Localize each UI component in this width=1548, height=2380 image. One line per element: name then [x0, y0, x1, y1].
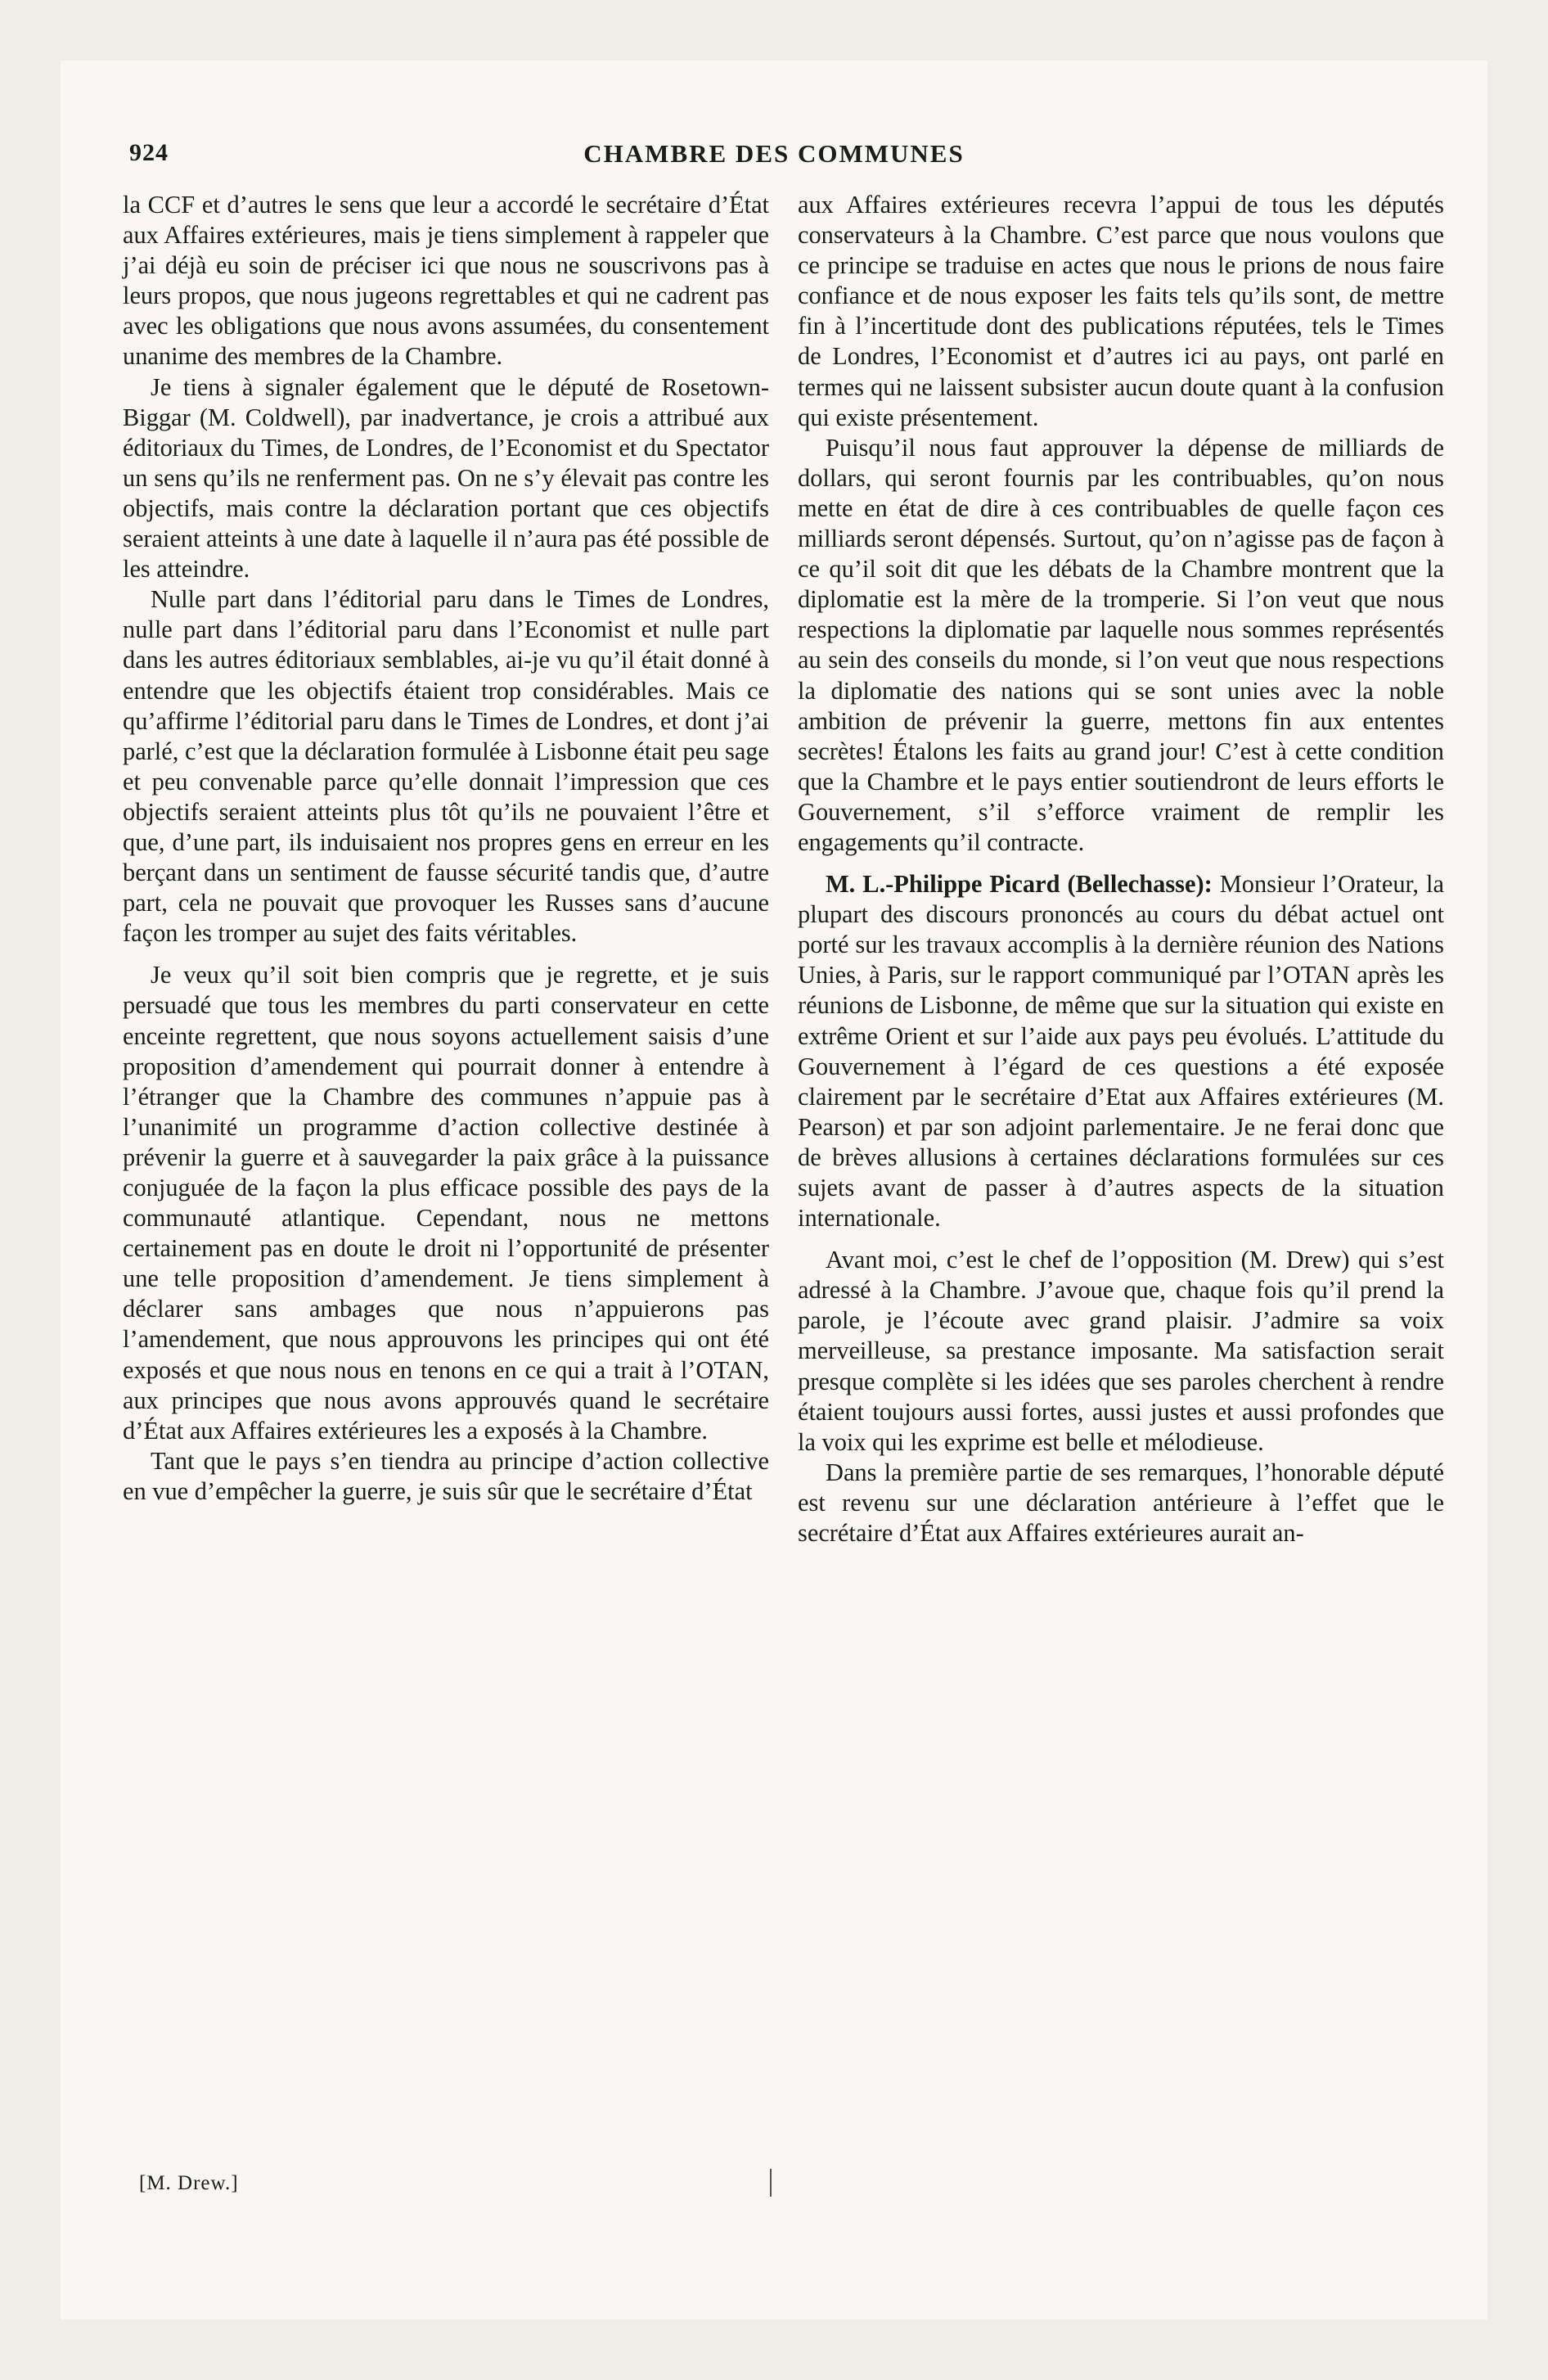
paragraph: Je tiens à signaler également que le député de Rosetown-Biggar (M. Coldwell), par inadvertance, je crois a attribué aux éditoriaux du Times, de Londres, de l’Economist et du Spectator un sens qu’ils ne renferment pas. On ne s’y élevait pas contre les objectifs, mais contre la déclaration portant que ces objectifs seraient atteints à une date à laquelle il n’aura pas été possible de les atteindre. [123, 372, 769, 584]
right-column [798, 190, 1444, 1548]
paragraph: aux Affaires extérieures recevra l’appui de tous les députés conservateurs à la Chambre. C’est parce que nous voulons que ce principe se traduise en actes que nous le prions de nous faire confiance et de nous exposer les faits tels qu’ils sont, de mettre fin à l’incertitude dont des publications réputées, tels le Times de Londres, l’Economist et d’autres ici au pays, ont parlé en termes qui ne laissent subsister aucun doute quant à la confusion qui existe présentement. [798, 191, 1444, 431]
speaker-text: Monsieur l’Orateur, la plupart des discours prononcés au cours du débat actuel ont porté sur les travaux accomplis à la dernière réunion des Nations Unies, à Paris, sur le rapport communiqué par l’OTAN après les réunions de Lisbonne, de même que sur la situation qui existe en extrême Orient et sur l’aide aux pays peu évolués. L’attitude du Gouvernement à l’égard de ces questions a été exposée clairement par le secrétaire d’Etat aux Affaires extérieures (M. Pearson) et par son adjoint parlementaire. Je ne ferai donc que de brèves allusions à certaines déclarations formulées sur ces sujets avant de passer à d’autres aspects de la situation internationale. [798, 870, 1444, 1233]
paragraph: Avant moi, c’est le chef de l’opposition (M. Drew) qui s’est adressé à la Chambre. J’avoue que, chaque fois qu’il prend la parole, je l’écoute avec grand plaisir. J’admire sa voix merveilleuse, sa prestance imposante. Ma satisfaction serait presque complète si les idées que ses paroles cherchent à rendre étaient toujours aussi fortes, aussi justes et aussi profondes que la voix qui les exprime est belle et mélodieuse. [798, 1246, 1444, 1456]
paragraph: Nulle part dans l’éditorial paru dans le Times de Londres, nulle part dans l’éditorial paru dans l’Economist et nulle part dans les autres éditoriaux semblables, ai-je vu qu’il était donné à entendre que les objectifs étaient trop considérables. Mais ce qu’affirme l’éditorial paru dans le Times de Londres, et dont j’ai parlé, c’est que la déclaration formulée à Lisbonne était peu sage et peu convenable parce qu’elle donnait l’impression que ces objectifs seraient atteints plus tôt qu’ils ne pouvaient l’être et que, d’une part, ils induisaient nos propres gens en erreur en les berçant dans un sentiment de fausse sécurité tandis que, d’autre part, cela ne pouvait que provoquer les Russes sans d’aucune façon les tromper au sujet des faits véritables. [123, 585, 769, 948]
speaker-name: M. L.-Philippe Picard (Bellechasse): [826, 870, 1213, 899]
page-number: 924 [129, 139, 169, 166]
footer-speaker: [M. Drew.] [139, 2172, 239, 2194]
running-head: CHAMBRE DES COMMUNES [583, 139, 965, 168]
paragraph: Puisqu’il nous faut approuver la dépense de milliards de dollars, qui seront fournis par les contribuables, qu’on nous mette en état de dire à ces contribuables de quelle façon ces milliards seront dépensés. Surtout, qu’on n’agisse pas de façon à ce qu’il soit dit que les débats de la Chambre montrent que la diplomatie est la mère de la tromperie. Si l’on veut que nous respections la diplomatie par laquelle nous sommes représentés au sein des conseils du monde, si l’on veut que nous respections la diplomatie des nations qui se sont unies avec la noble ambition de prévenir la guerre, mettons fin aux ententes secrètes! Étalons les faits au grand jour! C’est à cette condition que la Chambre et le pays entier soutiendront de leurs efforts le Gouvernement, s’il s’efforce vraiment de remplir les engagements qu’il contracte. [798, 433, 1444, 856]
paragraph: Je veux qu’il soit bien compris que je regrette, et je suis persuadé que tous les membres du parti conservateur en cette enceinte regrettent, que nous soyons actuellement saisis d’une proposition d’amendement qui pourrait donner à entendre à l’étranger que la Chambre des communes n’appuie pas à l’unanimité un programme d’action collective destinée à prévenir la guerre et à sauvegarder la paix grâce à la puissance conjuguée de la façon la plus efficace possible des pays de la communauté atlantique. Cependant, nous ne mettons certainement pas en doute le droit ni l’opportunité de présenter une telle proposition d’amendement. Je tiens simplement à déclarer sans ambages que nous n’appuierons pas l’amendement, que nous approuvons les principes qui ont été exposés et que nous nous en tenons en ce qui a trait à l’OTAN, aux principes que nous avons approuvés quand le secrétaire d’État aux Affaires extérieures les a exposés à la Chambre. [123, 961, 769, 1445]
paragraph: la CCF et d’autres le sens que leur a accordé le secrétaire d’État aux Affaires extérieures, mais je tiens simplement à rappeler que j’ai déjà eu soin de préciser ici que nous ne souscrivons pas à leurs propos, que nous jugeons regrettables et qui ne cadrent pas avec les obligations que nous avons assumées, du consentement unanime des membres de la Chambre. [123, 191, 769, 371]
paragraph: Dans la première partie de ses remarques, l’honorable député est revenu sur une déclaration antérieure à l’effet que le secrétaire d’État aux Affaires extérieures aurait an- [798, 1458, 1444, 1548]
speaker-paragraph [798, 869, 1444, 1233]
left-column [123, 190, 769, 1507]
column-divider [770, 2169, 772, 2197]
paragraph: Tant que le pays s’en tiendra au principe d’action collective en vue d’empêcher la guerre, je suis sûr que le secrétaire d’État [123, 1446, 769, 1505]
